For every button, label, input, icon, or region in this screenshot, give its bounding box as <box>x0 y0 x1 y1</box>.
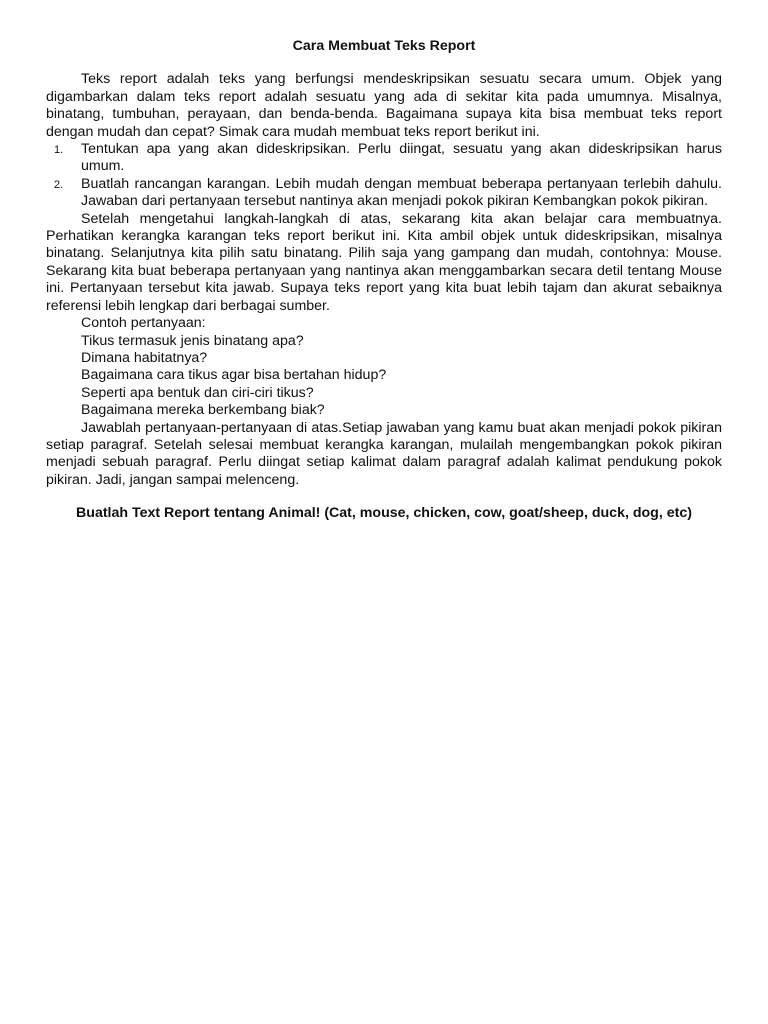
body-paragraph: Setelah mengetahui langkah-langkah di atas, sekarang kita akan belajar cara membuatnya. Perhatikan kerangka karangan teks report berikut ini. Kita ambil objek untuk dideskripsikan, misalnya binatang. Selanjutnya kita pilih satu binatang. Pilih saja yang gampang dan mudah, contohnya: Mouse. Sekarang kita buat beberapa pertanyaan yang nantinya akan menggambarkan secara detil tentang Mouse ini. Pertanyaan tersebut kita jawab. Supaya teks report yang kita buat lebih tajam dan akurat sebaiknya referensi lebih lengkap dari berbagai sumber. <box>46 210 722 314</box>
list-item <box>46 141 722 176</box>
question-item: Bagaimana cara tikus agar bisa bertahan hidup? <box>81 367 387 384</box>
list-item <box>46 176 722 211</box>
question-item: Seperti apa bentuk dan ciri-ciri tikus? <box>81 384 314 401</box>
closing-paragraph: Jawablah pertanyaan-pertanyaan di atas.Setiap jawaban yang kamu buat akan menjadi pokok pikiran setiap paragraf. Setelah selesai membuat kerangka karangan, mulailah mengembangkan pokok pikiran menjadi sebuah paragraf. Perlu diingat setiap kalimat dalam paragraf adalah kalimat pendukung pokok pikiran. Jadi, jangan sampai melenceng. <box>46 419 722 488</box>
question-item: Bagaimana mereka berkembang biak? <box>81 402 325 419</box>
list-item-text: Buatlah rancangan karangan. Lebih mudah dengan membuat beberapa pertanyaan terlebih dahulu. Jawaban dari pertanyaan tersebut nantinya akan menjadi pokok pikiran Kembangkan pokok pikiran. <box>81 175 722 210</box>
intro-paragraph: Teks report adalah teks yang berfungsi mendeskripsikan sesuatu secara umum. Objek yang digambarkan dalam teks report adalah sesuatu yang ada di sekitar kita pada umumnya. Misalnya, binatang, tumbuhan, perayaan, dan benda-benda. Bagaimana supaya kita bisa membuat teks report dengan mudah dan cepat? Simak cara mudah membuat teks report berikut ini. <box>46 71 722 140</box>
list-item-number: 2. <box>54 178 64 191</box>
task-instruction: Buatlah Text Report tentang Animal! (Cat, mouse, chicken, cow, goat/sheep, duck, dog, etc) <box>76 505 692 522</box>
steps-list <box>46 141 722 211</box>
list-item-text: Tentukan apa yang akan dideskripsikan. Perlu diingat, sesuatu yang akan dideskripsikan harus umum. <box>81 141 722 175</box>
question-item: Dimana habitatnya? <box>81 349 208 366</box>
document-page <box>46 38 722 523</box>
list-item-number: 1. <box>54 144 64 157</box>
document-title: Cara Membuat Teks Report <box>292 38 476 54</box>
question-item: Tikus termasuk jenis binatang apa? <box>81 332 304 349</box>
example-heading: Contoh pertanyaan: <box>81 315 206 332</box>
